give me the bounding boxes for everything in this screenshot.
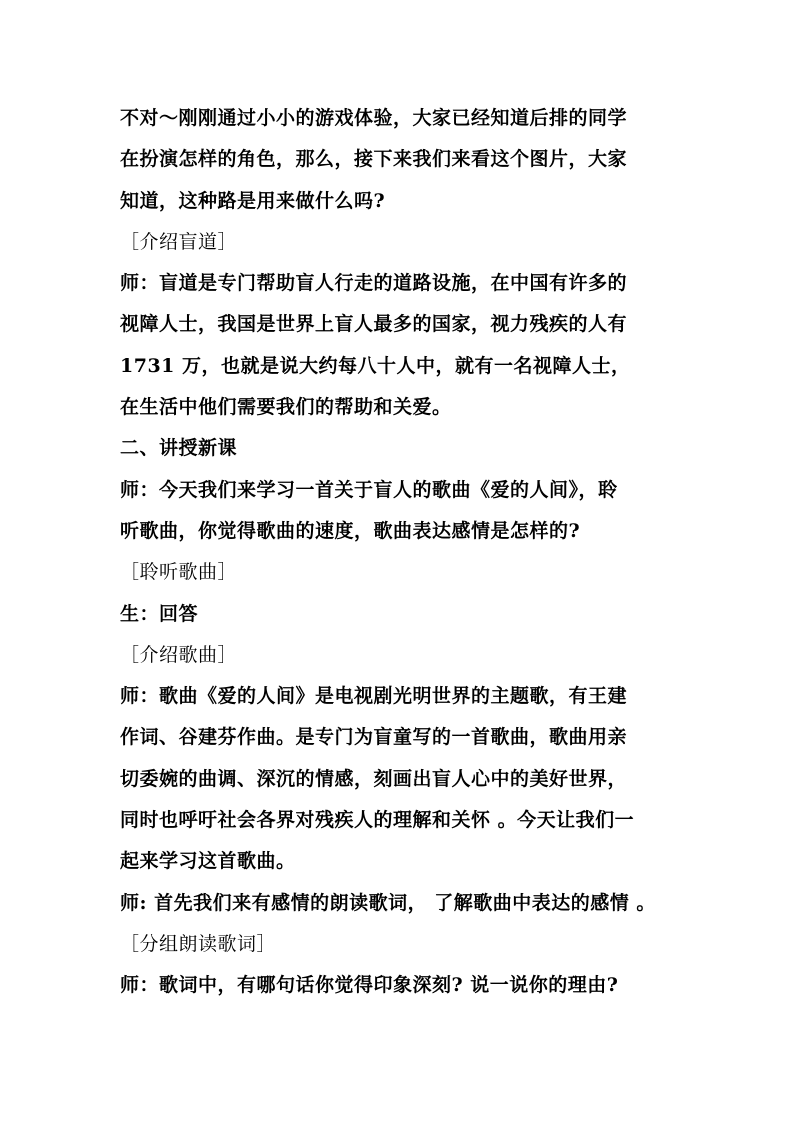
text-line: 知道，这种路是用来做什么吗? xyxy=(120,189,386,212)
text-line: 切委婉的曲调、深沉的情感，刻画出盲人心中的美好世界， xyxy=(120,767,628,790)
text-line: 生：回答 xyxy=(120,602,199,625)
text-line: 起来学习这首歌曲。 xyxy=(120,850,296,873)
section-note: ［介绍歌曲］ xyxy=(120,643,238,666)
text-line: 在扮演怎样的角色，那么，接下来我们来看这个图片，大家 xyxy=(120,148,628,171)
text-line: 同时也呼吁社会各界对残疾人的理解和关怀 。今天让我们一 xyxy=(120,809,635,832)
section-note: ［聆听歌曲］ xyxy=(120,561,238,584)
text-line: 师: 首先我们来有感情的朗读歌词， 了解歌曲中表达的感情 。 xyxy=(120,891,656,914)
text-line: 作词、谷建芬作曲。是专门为盲童写的一首歌曲，歌曲用亲 xyxy=(120,726,628,749)
document-body xyxy=(120,98,680,1007)
section-note: ［介绍盲道］ xyxy=(120,230,238,253)
text-line: 师：歌曲《爱的人间》是电视剧光明世界的主题歌，有王建 xyxy=(120,685,628,708)
text-line: 听歌曲，你觉得歌曲的速度，歌曲表达感情是怎样的? xyxy=(120,519,581,542)
text-line: 在生活中他们需要我们的帮助和关爱。 xyxy=(120,396,452,419)
text-line: 师：盲道是专门帮助盲人行走的道路设施，在中国有许多的 xyxy=(120,272,628,295)
text-line: 不对～刚刚通过小小的游戏体验，大家已经知道后排的同学 xyxy=(120,107,628,129)
text-line: 视障人士，我国是世界上盲人最多的国家，视力残疾的人有 xyxy=(120,313,628,336)
section-heading: 二、讲授新课 xyxy=(120,437,238,460)
text-line: 师：歌词中，有哪句话你觉得印象深刻? 说一说你的理由? xyxy=(120,974,619,997)
text-line: 师：今天我们来学习一首关于盲人的歌曲《爱的人间》，聆 xyxy=(120,478,618,501)
text-line: 1731 万，也就是说大约每八十人中，就有一名视障人士， xyxy=(120,354,631,377)
section-note: ［分组朗读歌词］ xyxy=(120,932,277,955)
